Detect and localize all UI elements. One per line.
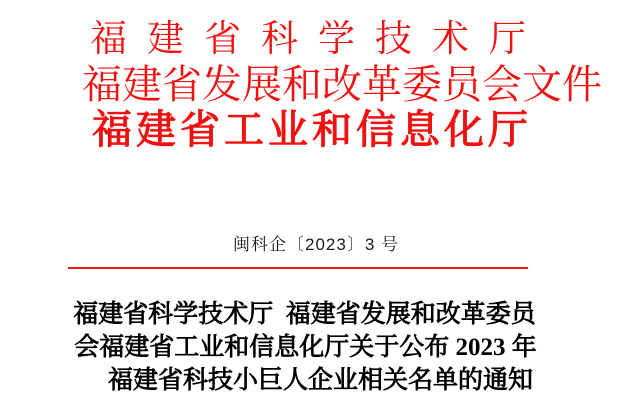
document-title-line-3: 福建省科技小巨人企业相关名单的通知 [107,367,533,394]
letterhead-agency-science-technology: 福建省科学技术厅 [90,18,546,59]
letterhead-agency-industry-information: 福建省工业和信息化厅 [92,107,532,152]
red-separator-line [68,267,528,269]
document-title-line-1: 福建省科学技术厅 福建省发展和改革委员 [73,301,536,328]
document-reference-number: 闽科企〔2023〕3 号 [233,235,399,254]
document-title-line-2: 会福建省工业和信息化厅关于公布 2023 年 [74,334,537,361]
letterhead-agency-development-reform-banner: 福建省发展和改革委员会文件 [82,63,602,107]
